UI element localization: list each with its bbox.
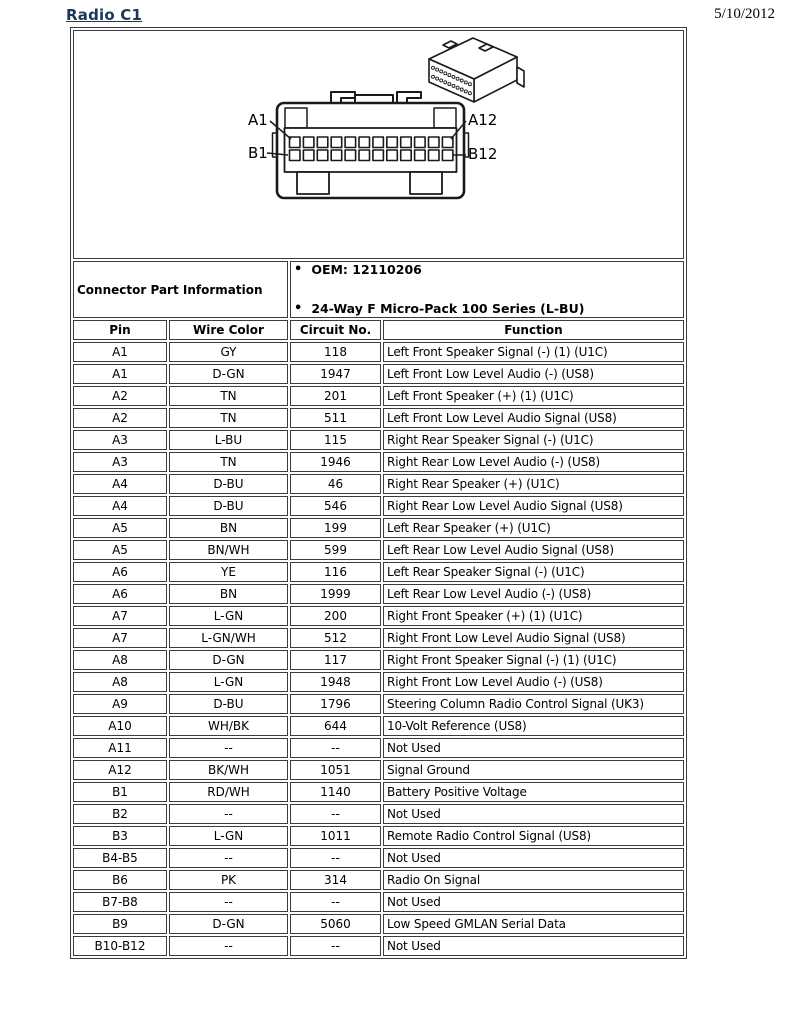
pin-cell: B10-B12 (73, 936, 167, 956)
diagram-row (73, 30, 684, 259)
pin-cell: A7 (73, 628, 167, 648)
wire-color-cell: BN (169, 518, 288, 538)
circuit-no-cell: -- (290, 804, 381, 824)
circuit-no-cell: 199 (290, 518, 381, 538)
pin-cell: A7 (73, 606, 167, 626)
wire-color-cell: D-BU (169, 496, 288, 516)
page-title[interactable]: Radio C1 (66, 6, 143, 24)
pin-cell: A9 (73, 694, 167, 714)
pin-cell: A8 (73, 650, 167, 670)
pin-cell: A6 (73, 584, 167, 604)
pin-table-row (73, 496, 684, 516)
pin-cell: B9 (73, 914, 167, 934)
pin-table-row (73, 452, 684, 472)
pin-cell: A1 (73, 364, 167, 384)
pin-cell: B1 (73, 782, 167, 802)
connector-front-view (267, 92, 469, 198)
pin-table-row (73, 804, 684, 824)
wire-color-cell: TN (169, 386, 288, 406)
pin-cell: B7-B8 (73, 892, 167, 912)
pin-table-row (73, 650, 684, 670)
pin-cell: A11 (73, 738, 167, 758)
circuit-no-cell: 546 (290, 496, 381, 516)
circuit-no-cell: 46 (290, 474, 381, 494)
wire-color-cell: D-GN (169, 914, 288, 934)
circuit-no-cell: 1051 (290, 760, 381, 780)
circuit-no-cell: 116 (290, 562, 381, 582)
wire-color-cell: TN (169, 408, 288, 428)
pin-table-row (73, 716, 684, 736)
pin-table-row (73, 342, 684, 362)
pin-table-row (73, 782, 684, 802)
wire-color-cell: BN/WH (169, 540, 288, 560)
col-header-pin: Pin (73, 320, 167, 340)
function-cell: Low Speed GMLAN Serial Data (383, 914, 684, 934)
circuit-no-cell: 200 (290, 606, 381, 626)
pin-cell: A4 (73, 474, 167, 494)
pin-table-row (73, 914, 684, 934)
wire-color-cell: -- (169, 804, 288, 824)
pin-cell: A2 (73, 386, 167, 406)
bullet-icon: • (294, 262, 303, 277)
pin-table-row (73, 628, 684, 648)
pin-cell: B4-B5 (73, 848, 167, 868)
connector-series: 24-Way F Micro-Pack 100 Series (L-BU) (311, 301, 585, 316)
oem-number-item (294, 262, 680, 278)
pin-cell: A4 (73, 496, 167, 516)
function-cell: Left Rear Speaker (+) (U1C) (383, 518, 684, 538)
oem-number: OEM: 12110206 (311, 262, 422, 277)
pin-table-row (73, 760, 684, 780)
pin-cell: A5 (73, 518, 167, 538)
circuit-no-cell: 1140 (290, 782, 381, 802)
function-cell: Left Rear Low Level Audio Signal (US8) (383, 540, 684, 560)
circuit-no-cell: 1796 (290, 694, 381, 714)
circuit-no-cell: -- (290, 848, 381, 868)
pin-table-row (73, 936, 684, 956)
circuit-no-cell: 512 (290, 628, 381, 648)
circuit-no-cell: 118 (290, 342, 381, 362)
function-cell: Battery Positive Voltage (383, 782, 684, 802)
function-cell: Right Rear Low Level Audio (-) (US8) (383, 452, 684, 472)
wire-color-cell: YE (169, 562, 288, 582)
wire-color-cell: D-GN (169, 650, 288, 670)
pin-table-row (73, 848, 684, 868)
pin-cell: A3 (73, 430, 167, 450)
wire-color-cell: D-GN (169, 364, 288, 384)
function-cell: Steering Column Radio Control Signal (UK3) (383, 694, 684, 714)
pin-table-row (73, 386, 684, 406)
pin-label-b1: B1 (248, 144, 268, 162)
circuit-no-cell: -- (290, 738, 381, 758)
pin-cell: B3 (73, 826, 167, 846)
wire-color-cell: L-GN (169, 672, 288, 692)
circuit-no-cell: 1011 (290, 826, 381, 846)
part-info-label: Connector Part Information (73, 261, 288, 318)
function-cell: 10-Volt Reference (US8) (383, 716, 684, 736)
function-cell: Left Front Speaker Signal (-) (1) (U1C) (383, 342, 684, 362)
circuit-no-cell: 1948 (290, 672, 381, 692)
circuit-no-cell: 115 (290, 430, 381, 450)
pin-table-row (73, 738, 684, 758)
pin-table-row (73, 584, 684, 604)
pin-cell: A12 (73, 760, 167, 780)
col-header-circuit-no: Circuit No. (290, 320, 381, 340)
function-cell: Left Rear Speaker Signal (-) (U1C) (383, 562, 684, 582)
function-cell: Right Rear Low Level Audio Signal (US8) (383, 496, 684, 516)
pin-table-row (73, 562, 684, 582)
pin-table-row (73, 826, 684, 846)
pin-table-row (73, 870, 684, 890)
connector-diagram-cell (73, 30, 684, 259)
circuit-no-cell: 314 (290, 870, 381, 890)
function-cell: Not Used (383, 738, 684, 758)
page-header (0, 0, 791, 27)
function-cell: Not Used (383, 892, 684, 912)
wire-color-cell: L-GN (169, 826, 288, 846)
wire-color-cell: WH/BK (169, 716, 288, 736)
function-cell: Not Used (383, 936, 684, 956)
circuit-no-cell: 1946 (290, 452, 381, 472)
wire-color-cell: L-GN (169, 606, 288, 626)
function-cell: Left Front Low Level Audio (-) (US8) (383, 364, 684, 384)
wire-color-cell: -- (169, 848, 288, 868)
pin-cell: B2 (73, 804, 167, 824)
wire-color-cell: RD/WH (169, 782, 288, 802)
connector-series-item (294, 301, 680, 317)
part-info-details (290, 261, 684, 318)
page-date: 5/10/2012 (714, 6, 775, 22)
pin-cell: A1 (73, 342, 167, 362)
wire-color-cell: TN (169, 452, 288, 472)
wire-color-cell: -- (169, 936, 288, 956)
wire-color-cell: -- (169, 892, 288, 912)
function-cell: Radio On Signal (383, 870, 684, 890)
wire-color-cell: GY (169, 342, 288, 362)
pin-cell: A10 (73, 716, 167, 736)
function-cell: Right Rear Speaker Signal (-) (U1C) (383, 430, 684, 450)
table-header-row (73, 320, 684, 340)
pin-table-row (73, 518, 684, 538)
pin-table-row (73, 540, 684, 560)
circuit-no-cell: 1947 (290, 364, 381, 384)
pin-cell: A2 (73, 408, 167, 428)
connector-diagram (77, 31, 684, 253)
wire-color-cell: BN (169, 584, 288, 604)
bullet-icon: • (294, 301, 303, 316)
pin-table-row (73, 474, 684, 494)
wire-color-cell: L-BU (169, 430, 288, 450)
wire-color-cell: BK/WH (169, 760, 288, 780)
pin-cell: A3 (73, 452, 167, 472)
function-cell: Right Rear Speaker (+) (U1C) (383, 474, 684, 494)
function-cell: Right Front Speaker (+) (1) (U1C) (383, 606, 684, 626)
function-cell: Not Used (383, 804, 684, 824)
pin-table-row (73, 430, 684, 450)
circuit-no-cell: 1999 (290, 584, 381, 604)
circuit-no-cell: 599 (290, 540, 381, 560)
function-cell: Left Rear Low Level Audio (-) (US8) (383, 584, 684, 604)
pin-label-a1: A1 (248, 111, 268, 129)
circuit-no-cell: 201 (290, 386, 381, 406)
pin-label-b12: B12 (468, 145, 498, 163)
pin-label-a12: A12 (468, 111, 498, 129)
pin-cell: A5 (73, 540, 167, 560)
pin-cell: A8 (73, 672, 167, 692)
circuit-no-cell: 511 (290, 408, 381, 428)
circuit-no-cell: -- (290, 892, 381, 912)
wire-color-cell: L-GN/WH (169, 628, 288, 648)
wire-color-cell: D-BU (169, 474, 288, 494)
circuit-no-cell: 117 (290, 650, 381, 670)
pin-table-row (73, 364, 684, 384)
wire-color-cell: PK (169, 870, 288, 890)
function-cell: Signal Ground (383, 760, 684, 780)
function-cell: Right Front Speaker Signal (-) (1) (U1C) (383, 650, 684, 670)
function-cell: Not Used (383, 848, 684, 868)
pin-table-row (73, 892, 684, 912)
col-header-function: Function (383, 320, 684, 340)
pin-table-row (73, 694, 684, 714)
function-cell: Left Front Speaker (+) (1) (U1C) (383, 386, 684, 406)
wire-color-cell: D-BU (169, 694, 288, 714)
wire-color-cell: -- (169, 738, 288, 758)
function-cell: Left Front Low Level Audio Signal (US8) (383, 408, 684, 428)
pin-table-row (73, 606, 684, 626)
part-info-row (73, 261, 684, 318)
connector-3d-view (429, 38, 524, 102)
function-cell: Remote Radio Control Signal (US8) (383, 826, 684, 846)
connector-spec-table (70, 27, 687, 959)
col-header-wire-color: Wire Color (169, 320, 288, 340)
pin-table-row (73, 672, 684, 692)
circuit-no-cell: 644 (290, 716, 381, 736)
pin-cell: A6 (73, 562, 167, 582)
circuit-no-cell: 5060 (290, 914, 381, 934)
circuit-no-cell: -- (290, 936, 381, 956)
function-cell: Right Front Low Level Audio Signal (US8) (383, 628, 684, 648)
pin-table-row (73, 408, 684, 428)
function-cell: Right Front Low Level Audio (-) (US8) (383, 672, 684, 692)
pin-cell: B6 (73, 870, 167, 890)
